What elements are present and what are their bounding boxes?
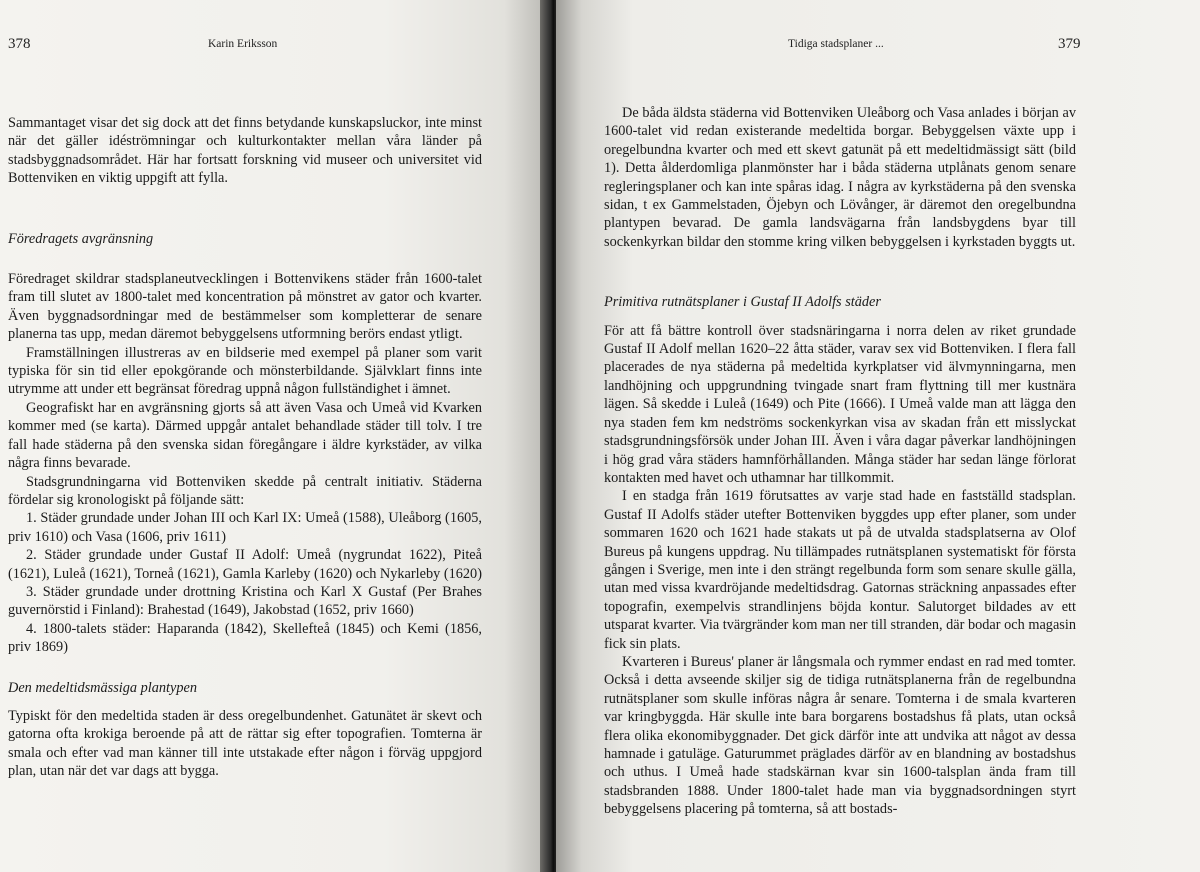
left-page (0, 0, 548, 872)
list-item: 3. Städer grundade under drottning Kristina och Karl X Gustaf (Per Brahes guvernörstid i Finland): Brahestad (1649), Jakobstad (1652, priv 1660) (8, 583, 482, 619)
paragraph: I en stadga från 1619 förutsattes av varje stad hade en fastställd stadsplan. Gustaf II Adolfs städer utefter Bottenviken byggdes upp efter planer, som under sommaren 1620 och 1621 hade stakats ut på de utvalda stadsplatserna av Olof Bureus på kungens uppdrag. Nu tillämpades rutnätsplanen systematiskt för första gången i Sverige, men inte i den strängt regelbunda form som senare skulle gälla, utan med vissa kvardröjande medeltidsdrag. Gatornas sträckning anpassades efter topografin, exempelvis strandlinjens böjda kontur. Salutorget bildades av ett utsparat kvarter. Via tvärgränder kom man ner till stranden, där bodar och magasin fick sin plats. (604, 488, 1076, 652)
paragraph: Stadsgrundningarna vid Bottenviken skedde på centralt initiativ. Städerna fördelar sig kronologiskt på följande sätt: (8, 473, 482, 508)
list-item: 1. Städer grundade under Johan III och Karl IX: Umeå (1588), Uleåborg (1605, priv 1610) och Vasa (1606, priv 1611) (8, 510, 482, 545)
paragraph: För att få bättre kontroll över stadsnäringarna i norra delen av riket grundade Gustaf II Adolf mellan 1620–22 åtta städer, varav sex vid Bottenviken. I flera fall placerades de nya städerna på medeltida kyrkplatser vid älvmynningarna, men landhöjning och uppgrundning tvingade snart fram flyttning till mer kustnära lägen. Så skedde i Luleå (1649) och Pite (1666). I Umeå valde man att lägga den nya staden fem km nedströms sockenkyrkan visa av skadan från ett misslyckat stadsgrundningsförsök under Johan III. Även i våra dagar påverkar landhöjningen i hög grad våra städers hamnförhållanden. Många städer har sedan länge förlorat kontakten med havet och uthamnar har tillkommit. (604, 322, 1076, 486)
section-heading: Föredragets avgränsning (8, 230, 154, 247)
paragraph: Kvarteren i Bureus' planer är långsmala och rymmer endast en rad med tomter. Också i detta avseende skiljer sig de tidiga rutnätsplanerna från de regelbundna rutnätsplaner som skulle införas några år senare. Tomterna i de smala kvarteren var kringbyggda. Här skulle inte bara borgarens bostadshus få plats, utan också flera olika ekonomibyggnader. Det gick därför inte att undvika att något av dessa hamnade i gatuläge. Gaturummet präglades därför av en blandning av bostadshus och uthus. I Umeå hade stadskärnan kvar sin 1600-talsplan ända fram till stadsbranden 1888. Under 1800-talet hade man via byggnadsordningen styrt bebyggelsens placering på tomterna, så att bostads- (604, 653, 1076, 818)
paragraph: Geografiskt har en avgränsning gjorts så att även Vasa och Umeå vid Kvarken kommer med (se karta). Därmed uppgår antalet behandlade städer till tolv. I tre fall hade städerna på den svenska sidan föregångare i äldre kyrkstäder, av vilka några finns bevarade. (8, 399, 482, 472)
right-page (556, 0, 1200, 872)
paragraph: Framställningen illustreras av en bildserie med exempel på planer som varit typiska för sin tid eller epokgörande och mönsterbildande. Självklart finns inte utrymme att under ett begränsat föredrag uppnå någon fullständighet i ämnet. (8, 344, 482, 398)
list-item: 2. Städer grundade under Gustaf II Adolf: Umeå (nygrundat 1622), Piteå (1621), Luleå (1621), Torneå (1621), Gamla Karleby (1620) och Nykarleby (1620) (8, 547, 482, 582)
list-item: 4. 1800-talets städer: Haparanda (1842), Skellefteå (1845) och Kemi (1856, priv 1869) (8, 620, 482, 656)
left-text-block (8, 114, 482, 781)
left-running-head: Karin Eriksson (208, 38, 278, 50)
paragraph: Typiskt för den medeltida staden är dess oregelbundenhet. Gatunätet är skevt och gatorna ofta krokiga beroende på att de rättar sig efter topografien. Tomterna är smala och efter vad man känner till inte utstakade efter någon i förväg uppgjord plan, utan när det var dags att bygga. (8, 707, 482, 780)
intro-paragraph: Sammantaget visar det sig dock att det finns betydande kunskapsluckor, inte minst när det gäller idéströmningar och kulturkontakter mellan våra länder på stadsbyggnadsområdet. Här har fortsatt forskning vid museer och universitet vid Bottenviken en viktig uppgift att fylla. (8, 115, 482, 187)
paragraph: De båda äldsta städerna vid Bottenviken Uleåborg och Vasa anlades i början av 1600-talet vid redan existerande medeltida borgar. Bebyggelsen växte upp i oregelbundna kvarter och med ett skevt gatunät på ett medeltidmässigt sätt (bild 1). Detta ålderdomliga planmönster har i båda städerna utplånats genom senare regleringsplaner och kan inte spåras idag. I några av kyrkstäderna på den svenska sidan, t ex Gammelstaden, Öjebyn och Lövånger, är däremot den oregelbundna plantypen bevarad. De gamla landsvägarna från landsbygdens byar till sockenkyrkan bildar den stomme kring vilken bebyggelsen i kyrkstaden byggts ut. (604, 105, 1076, 250)
section-heading: Primitiva rutnätsplaner i Gustaf II Adolfs städer (604, 294, 881, 311)
paragraph: Föredraget skildrar stadsplaneutvecklingen i Bottenvikens städer från 1600-talet fram till slutet av 1800-talet med koncentration på mönstret av gator och kvarter. Även byggnadsordningar med de bestämmelser som kompletterar de senare planerna tas upp, medan däremot bebyggelsens utformning berörs endast ytligt. (8, 271, 482, 343)
section-heading: Den medeltidsmässiga plantypen (8, 679, 198, 696)
right-page-number: 379 (1058, 36, 1081, 52)
left-page-number: 378 (8, 36, 31, 52)
right-text-block (604, 104, 1076, 819)
right-running-head: Tidiga stadsplaner ... (788, 38, 884, 50)
